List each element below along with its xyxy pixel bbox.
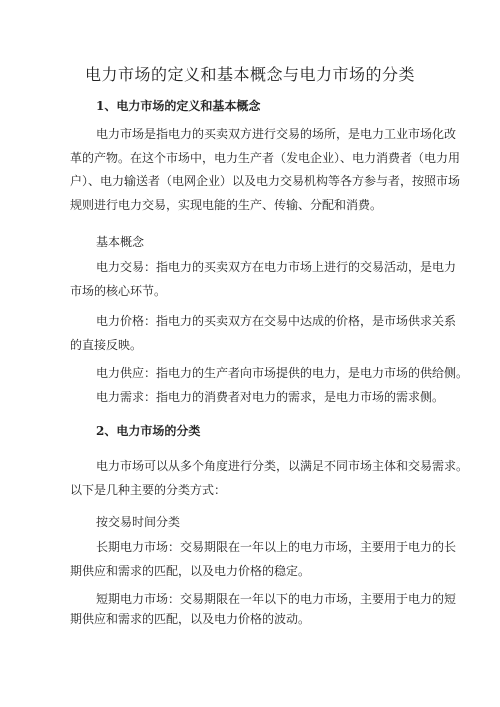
paragraph-classification-intro bbox=[70, 455, 469, 502]
paragraph-line: 电力市场可以从多个角度进行分类，以满足不同市场主体和交易需求。 bbox=[96, 459, 469, 473]
paragraph-line: 长期电力市场：交易期限在一年以上的电力市场，主要用于电力的长 bbox=[96, 540, 457, 554]
paragraph-line: 电力交易：指电力的买卖双方在电力市场上进行的交易活动，是电力 bbox=[96, 260, 457, 274]
paragraph-line: 电力需求：指电力的消费者对电力的需求，是电力市场的需求侧。 bbox=[96, 390, 445, 404]
section-heading-definition: 1、电力市场的定义和基本概念 bbox=[96, 99, 261, 113]
paragraph-line: 电力供应：指电力的生产者向市场提供的电力，是电力市场的供给侧。 bbox=[96, 366, 469, 380]
paragraph-line: 短期电力市场：交易期限在一年以下的电力市场，主要用于电力的短 bbox=[96, 592, 457, 606]
paragraph-market-definition bbox=[70, 123, 461, 217]
page-title: 电力市场的定义和基本概念与电力市场的分类 bbox=[84, 65, 415, 84]
paragraph-line: 革的产物。在这个市场中，电力生产者（发电企业）、电力消费者（电力用 bbox=[70, 150, 461, 165]
paragraph-short-term-market bbox=[70, 589, 457, 629]
paragraph-power-demand bbox=[70, 386, 445, 410]
paragraph-power-trade bbox=[70, 256, 457, 303]
paragraph-line: 规则进行电力交易，实现电能的生产、传输、分配和消费。 bbox=[70, 197, 383, 212]
paragraph-line: 电力市场是指电力的买卖双方进行交易的场所，是电力工业市场化改 bbox=[96, 127, 457, 141]
basic-concepts-label: 基本概念 bbox=[96, 235, 145, 249]
paragraph-power-supply bbox=[70, 362, 469, 386]
paragraph-line: 以下是几种主要的分类方式： bbox=[70, 482, 227, 497]
section-heading-classification: 2、电力市场的分类 bbox=[96, 424, 201, 438]
paragraph-line: 期供应和需求的匹配，以及电力价格的稳定。 bbox=[70, 563, 311, 578]
paragraph-long-term-market bbox=[70, 536, 457, 583]
paragraph-power-price bbox=[70, 310, 457, 357]
paragraph-line: 电力价格：指电力的买卖双方在交易中达成的价格，是市场供求关系 bbox=[96, 314, 457, 328]
paragraph-line: 期供应和需求的匹配，以及电力价格的波动。 bbox=[70, 612, 311, 626]
by-time-label: 按交易时间分类 bbox=[96, 515, 181, 529]
paragraph-line: 的直接反映。 bbox=[70, 337, 143, 352]
paragraph-line: 户）、电力输送者（电网企业）以及电力交易机构等各方参与者，按照市场 bbox=[70, 174, 461, 188]
paragraph-line: 市场的核心环节。 bbox=[70, 283, 167, 298]
